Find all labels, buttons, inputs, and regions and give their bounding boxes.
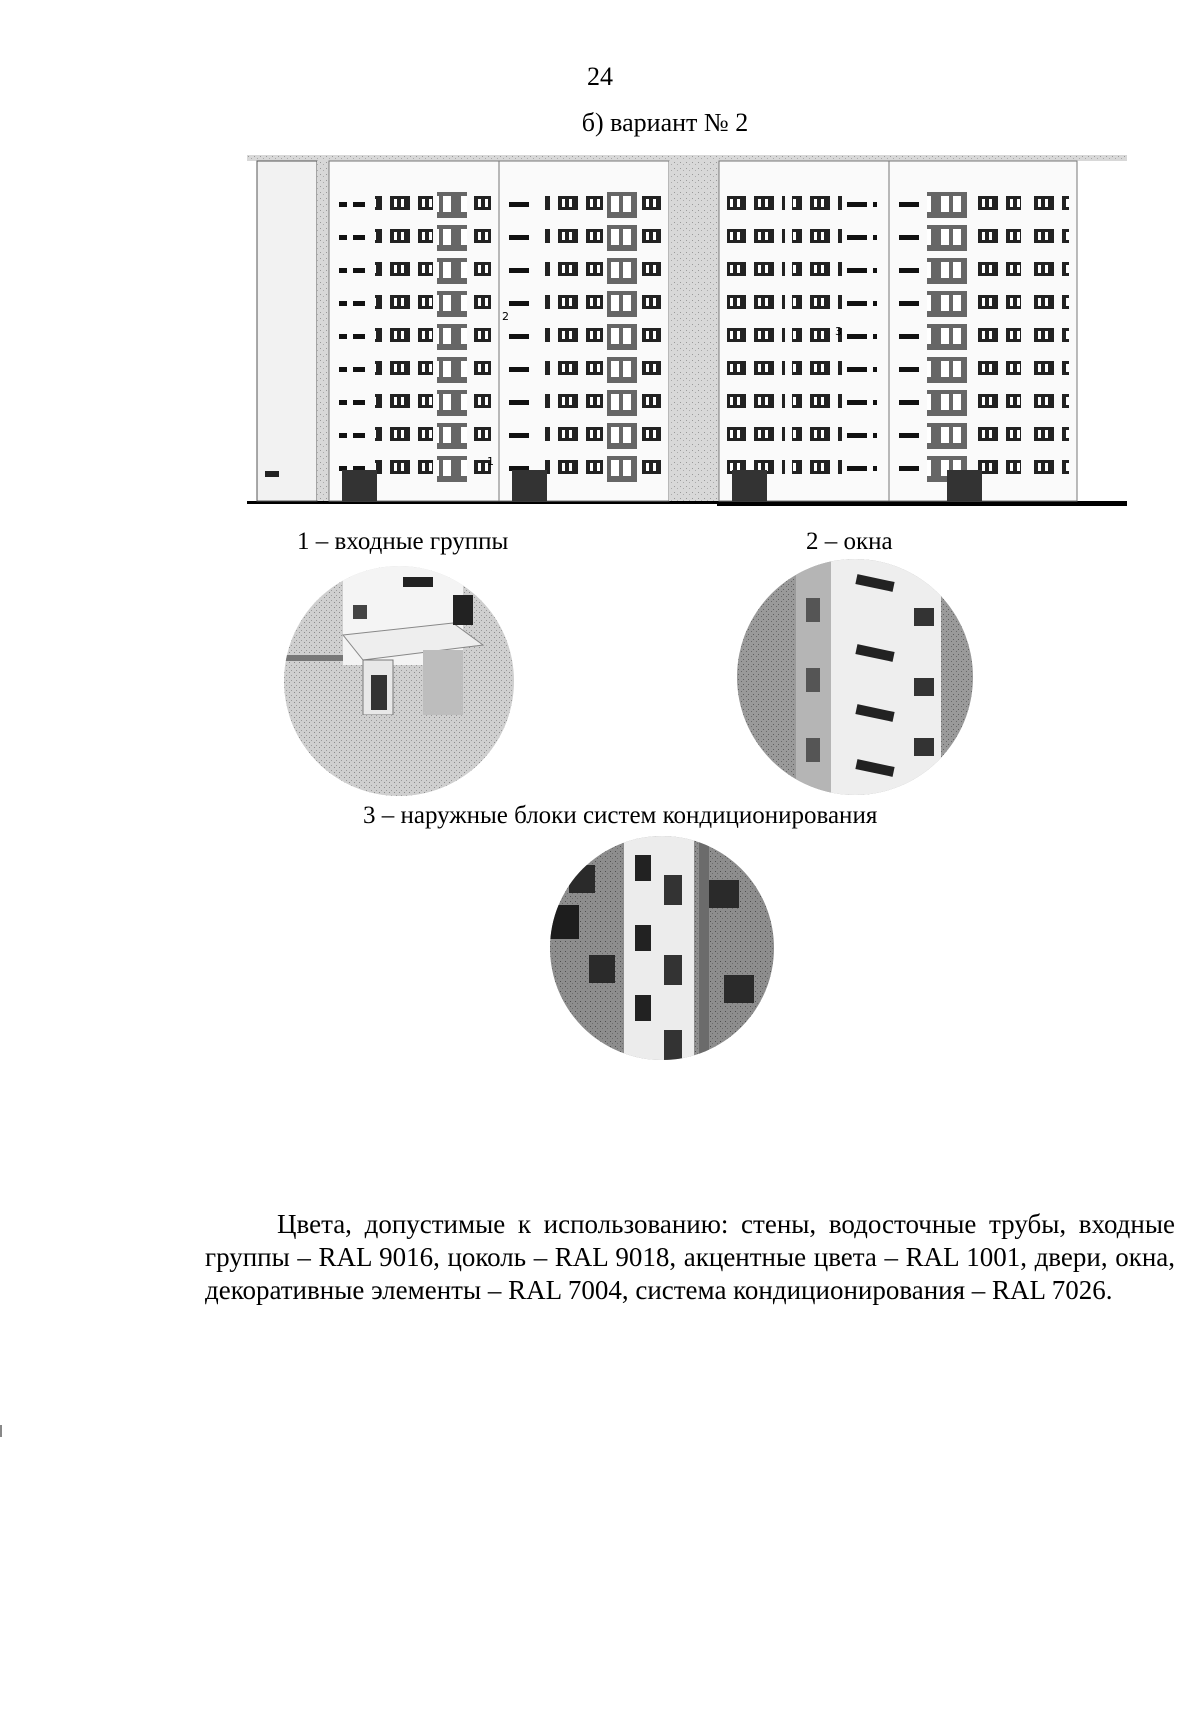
caption-ac-units: 3 – наружные блоки систем кондиционирования [363,802,878,829]
callout-3: 3 [835,325,842,338]
ac-units-detail-image [549,835,775,1061]
page-number: 24 [587,62,613,91]
callout-2: 2 [502,310,509,323]
windows-detail-image [736,558,974,796]
entrance-group-detail-image [283,565,515,797]
callout-1: 1 [487,455,494,468]
colors-paragraph: Цвета, допустимые к использованию: стены, водосточные трубы, входные группы – RAL 9016, цоколь – RAL 9018, акцентные цвета – RAL 1001, двери, окна, декоративные элементы – RAL 7004, система кондиционирования – RAL 7026. [205,1209,1175,1305]
variant-title: б) вариант № 2 [581,108,749,137]
caption-entrance-groups: 1 – входные группы [297,528,509,555]
building-facade-elevation [247,155,1127,550]
margin-mark [0,1425,2,1437]
caption-windows: 2 – окна [806,528,893,555]
